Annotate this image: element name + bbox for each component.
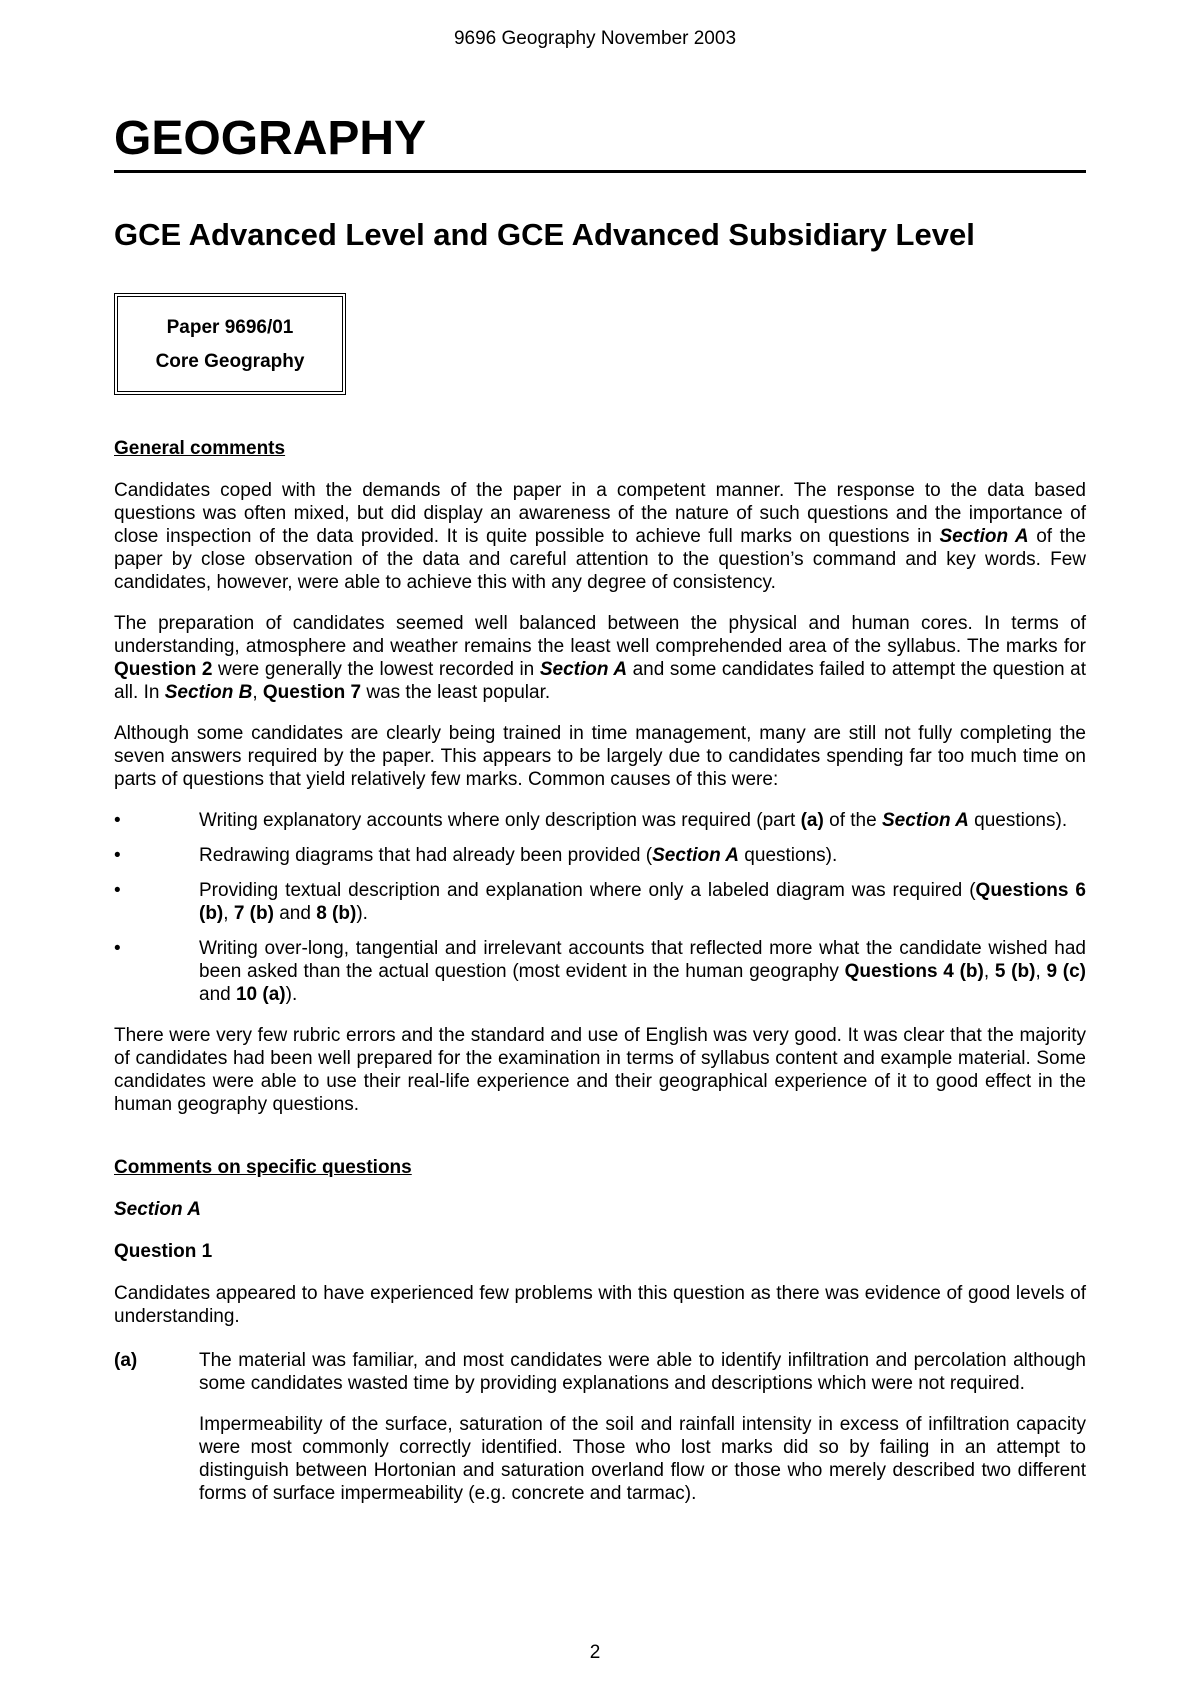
text-run: , bbox=[983, 961, 995, 982]
text-run: Providing textual description and explanation where only a labeled diagram was required ( bbox=[199, 880, 976, 901]
text-run-bold: Question 2 bbox=[114, 659, 213, 680]
specific-comments-heading: Comments on specific questions bbox=[114, 1157, 412, 1178]
text-run: questions). bbox=[968, 810, 1068, 831]
list-item bbox=[114, 844, 1086, 867]
text-run-bold: 5 (b) bbox=[994, 961, 1036, 982]
bullet-icon: • bbox=[114, 880, 121, 901]
page-content bbox=[114, 110, 1086, 1505]
text-run-emphasis: Section A bbox=[881, 810, 969, 831]
bullet-icon: • bbox=[114, 938, 121, 959]
text-run: and some candidates failed to attempt the question at all. In bbox=[114, 659, 1086, 703]
general-paragraph-4: There were very few rubric errors and the standard and use of English was very good. It was clear that the majority of candidates had been well prepared for the examination in terms of syllabus content and example material. Some candidates were able to use their real-life experience and their geographical experience of it to good effect in the human geography questions. bbox=[114, 1025, 1086, 1115]
bullet-icon: • bbox=[114, 810, 121, 831]
text-run-bold: 9 (c) bbox=[1046, 961, 1087, 982]
list-item bbox=[114, 879, 1086, 925]
section-a-heading: Section A bbox=[114, 1199, 201, 1220]
list-item bbox=[114, 809, 1086, 832]
text-run: Candidates coped with the demands of the paper in a competent manner. The response to the data based questions was often mixed, but did display an awareness of the nature of such questions and the importance of close inspection of the data provided. It is quite possible to achieve full marks on questions in bbox=[114, 480, 1086, 547]
text-run-emphasis: Section A bbox=[539, 659, 628, 680]
general-paragraph-3: Although some candidates are clearly being trained in time management, many are still not fully completing the seven answers required by the paper. This appears to be largely due to candidates spending far too much time on parts of questions that yield relatively few marks. Common causes of this were: bbox=[114, 723, 1086, 790]
text-run: and bbox=[273, 903, 317, 924]
text-run-bold: Questions 4 (b) bbox=[844, 961, 984, 982]
paper-name: Core Geography bbox=[155, 351, 305, 372]
document-title: GEOGRAPHY bbox=[114, 110, 1086, 173]
text-run: of the bbox=[823, 810, 882, 831]
question-1-heading: Question 1 bbox=[114, 1241, 213, 1262]
text-run-bold: 8 (b) bbox=[316, 903, 357, 924]
causes-list bbox=[114, 809, 1086, 1006]
paper-number: Paper 9696/01 bbox=[166, 317, 294, 338]
text-run-bold: 10 (a) bbox=[235, 984, 286, 1005]
running-header: 9696 Geography November 2003 bbox=[453, 28, 737, 49]
text-run-emphasis: Section B bbox=[164, 682, 253, 703]
question-1a-paragraph-1: The material was familiar, and most candidates were able to identify infiltration and percolation although some candidates wasted time by providing explanations and descriptions which were not required. bbox=[199, 1350, 1086, 1394]
page-number: 2 bbox=[589, 1642, 601, 1663]
text-run: , bbox=[1035, 961, 1047, 982]
text-run-bold: Question 7 bbox=[262, 682, 362, 703]
text-run-bold: 7 (b) bbox=[233, 903, 274, 924]
text-run: and bbox=[199, 984, 236, 1005]
text-run: questions). bbox=[739, 845, 838, 866]
text-run: ). bbox=[356, 903, 368, 924]
question-1a-paragraph-2: Impermeability of the surface, saturation of the soil and rainfall intensity in excess of infiltration capacity were most commonly correctly identified. Those who lost marks did so by failing in an attempt to distinguish between Hortonian and saturation overland flow or those who merely described two different forms of surface impermeability (e.g. concrete and tarmac). bbox=[199, 1414, 1086, 1504]
question-1a-item bbox=[114, 1349, 1086, 1505]
list-item bbox=[114, 937, 1086, 1006]
text-run-bold: (a) bbox=[800, 810, 824, 831]
text-run: , bbox=[252, 682, 263, 703]
text-run: of the paper by close observation of the data and careful attention to the question’s command and key words. Few candidates, however, were able to achieve this with any degree of consistency. bbox=[114, 526, 1086, 593]
paper-info-box bbox=[114, 293, 346, 395]
bullet-icon: • bbox=[114, 845, 121, 866]
question-1-intro: Candidates appeared to have experienced few problems with this question as there was evidence of good levels of understanding. bbox=[114, 1283, 1086, 1327]
text-run: Writing over-long, tangential and irrelevant accounts that reflected more what the candidate wished had been asked than the actual question (most evident in the human geography bbox=[199, 938, 1086, 982]
text-run-bold: Questions 6 (b) bbox=[199, 880, 1086, 924]
general-paragraph-2 bbox=[114, 612, 1086, 704]
text-run: The preparation of candidates seemed well balanced between the physical and human cores. In terms of understanding, atmosphere and weather remains the least well comprehended area of the syllabus. The marks for bbox=[114, 613, 1086, 657]
text-run: were generally the lowest recorded in bbox=[212, 659, 540, 680]
text-run: , bbox=[223, 903, 234, 924]
general-comments-heading: General comments bbox=[114, 438, 286, 459]
text-run: Redrawing diagrams that had already been provided ( bbox=[199, 845, 653, 866]
item-label: (a) bbox=[114, 1350, 138, 1371]
general-paragraph-1 bbox=[114, 479, 1086, 594]
text-run: was the least popular. bbox=[361, 682, 551, 703]
text-run-emphasis: Section A bbox=[652, 845, 740, 866]
text-run: Writing explanatory accounts where only description was required (part bbox=[199, 810, 801, 831]
text-run: ). bbox=[285, 984, 298, 1005]
document-subtitle: GCE Advanced Level and GCE Advanced Subsidiary Level bbox=[114, 217, 975, 252]
text-run-emphasis: Section A bbox=[939, 526, 1029, 547]
